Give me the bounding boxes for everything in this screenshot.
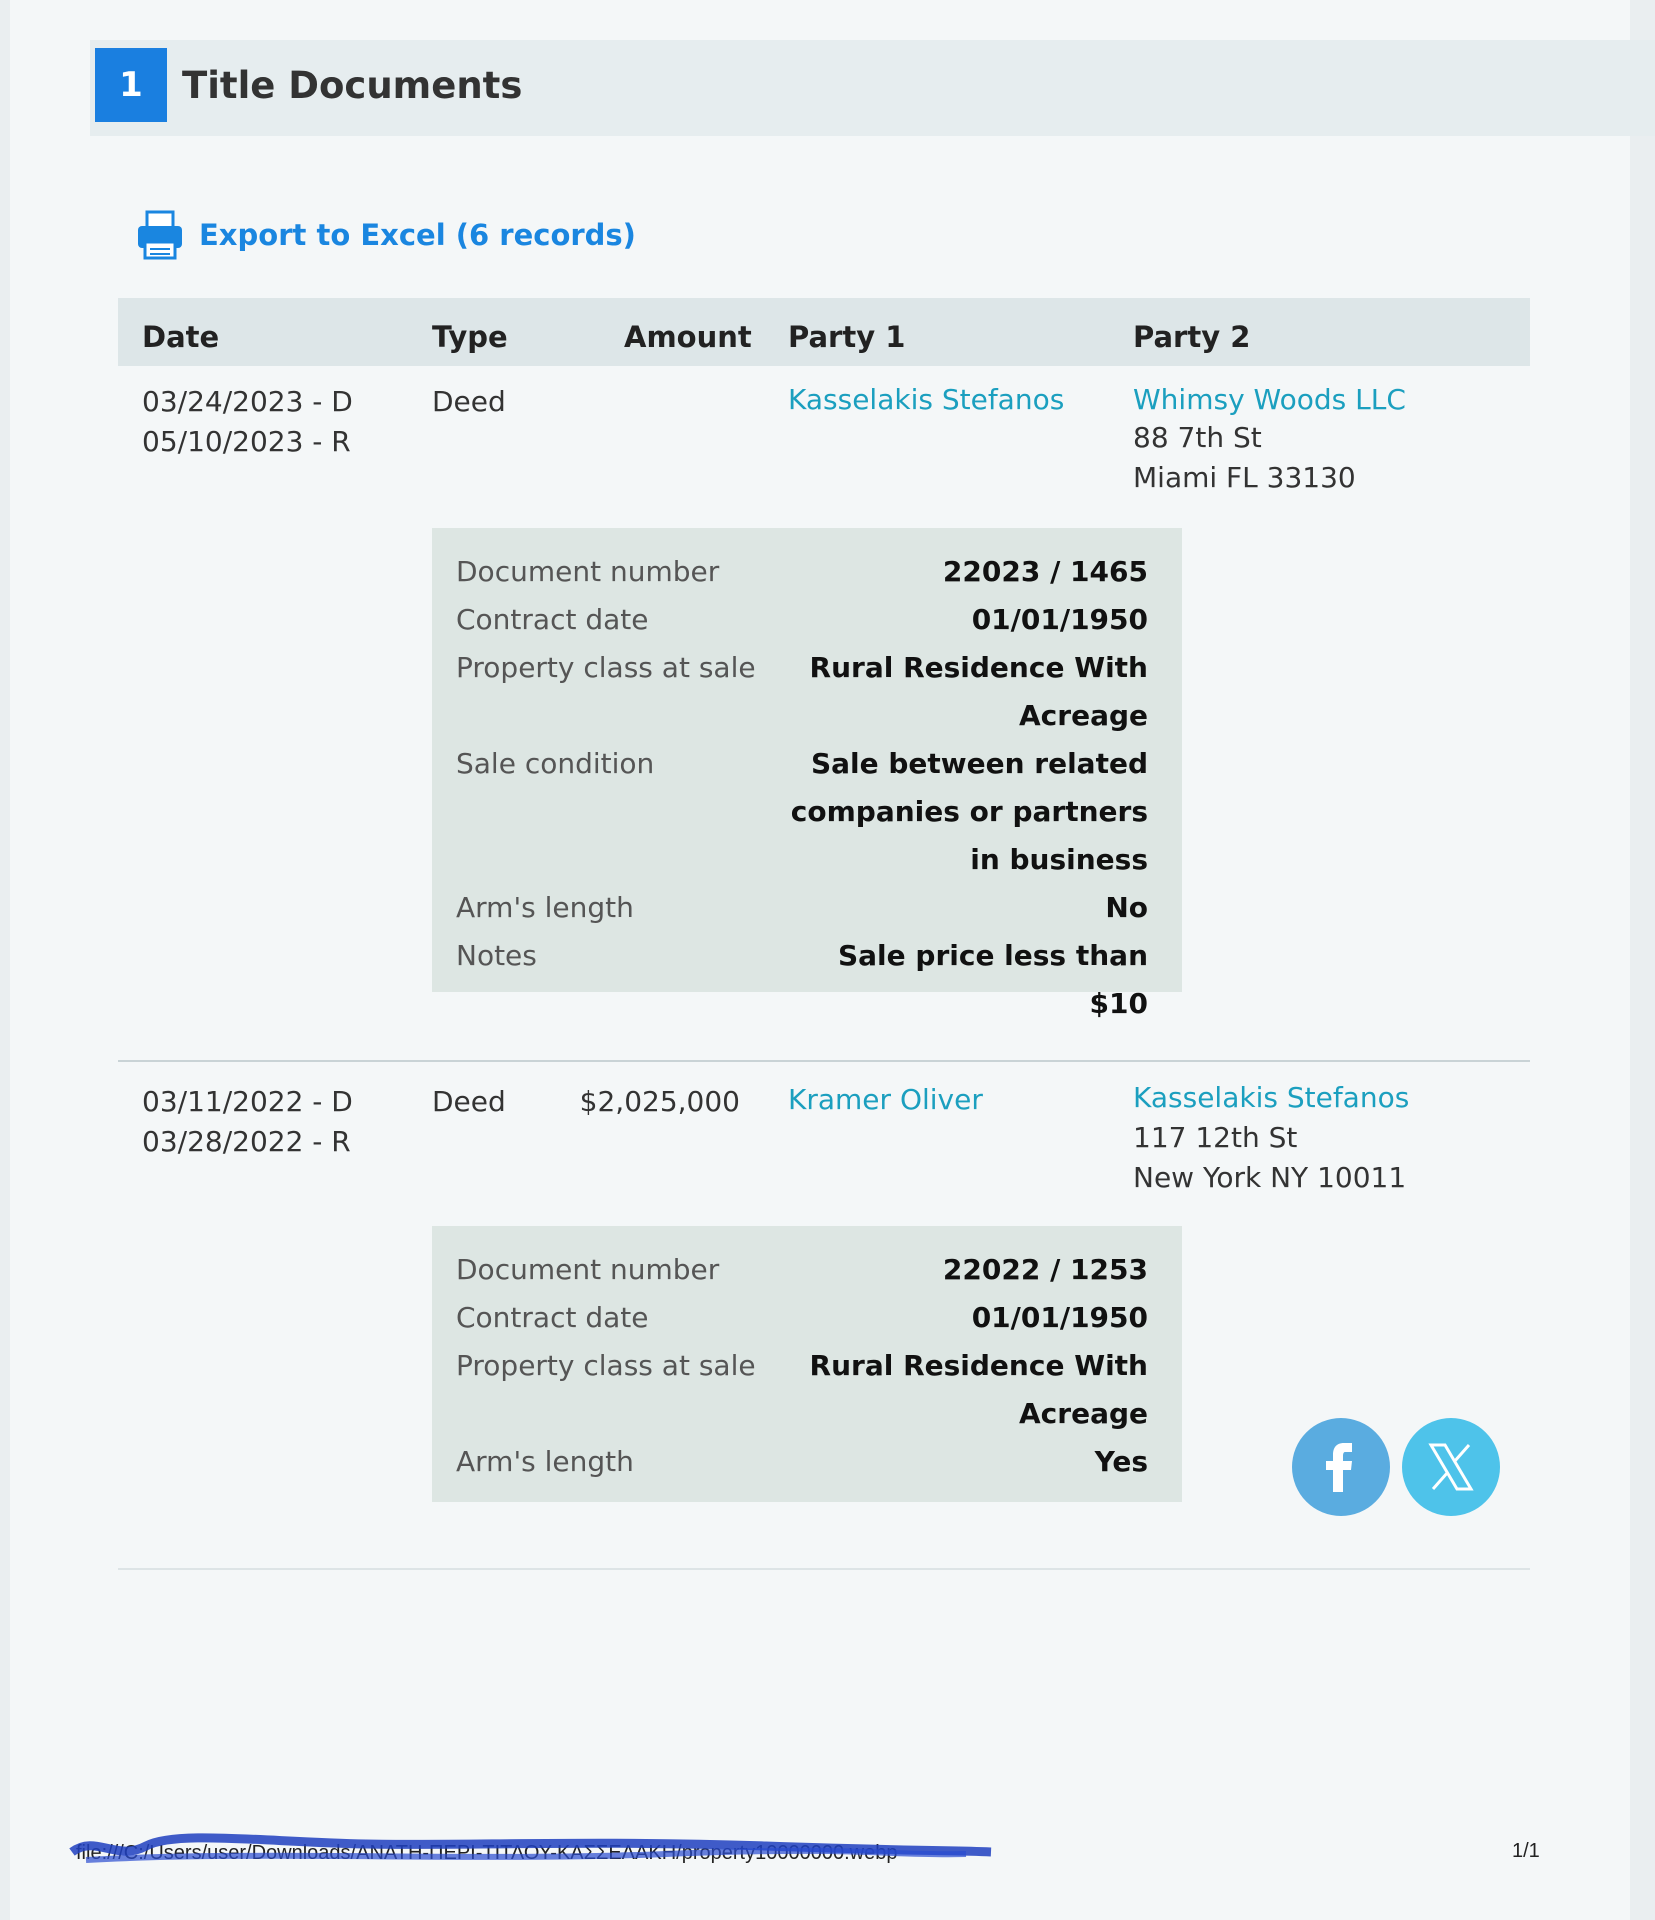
detail-row	[456, 740, 1148, 884]
detail-value: 22023 / 1465	[942, 555, 1148, 588]
detail-label: Sale condition	[456, 747, 655, 780]
record-date-deed: 03/11/2022 - D	[142, 1085, 353, 1118]
printer-excel-icon	[135, 208, 187, 262]
record-divider	[118, 1060, 1530, 1062]
party2-link[interactable]: Kasselakis Stefanos	[1133, 1081, 1410, 1114]
detail-value: 01/01/1950	[971, 603, 1148, 636]
detail-value: Yes	[1094, 1445, 1148, 1478]
detail-row	[456, 1342, 1148, 1438]
record-amount: $2,025,000	[579, 1085, 740, 1118]
detail-row	[456, 932, 1148, 1028]
section-title: Title Documents	[182, 64, 523, 107]
detail-row	[456, 1294, 1148, 1342]
facebook-share-button[interactable]	[1292, 1418, 1390, 1516]
detail-row	[456, 1438, 1148, 1486]
detail-label: Property class at sale	[456, 651, 756, 684]
x-icon	[1425, 1441, 1477, 1493]
column-header-party2: Party 2	[1133, 320, 1251, 354]
detail-row	[456, 884, 1148, 932]
facebook-icon	[1321, 1442, 1361, 1492]
detail-value: Rural Residence With Acreage	[809, 1349, 1148, 1430]
column-header-party1: Party 1	[788, 320, 906, 354]
record-details-panel	[432, 528, 1182, 1020]
detail-label: Property class at sale	[456, 1349, 756, 1382]
party1-link[interactable]: Kasselakis Stefanos	[788, 383, 1065, 416]
export-label: Export to Excel (6 records)	[199, 218, 636, 252]
party2-address-line2: Miami FL 33130	[1133, 461, 1356, 494]
x-share-button[interactable]	[1402, 1418, 1500, 1516]
record-type: Deed	[432, 385, 506, 418]
detail-row	[456, 596, 1148, 644]
detail-row	[456, 1246, 1148, 1294]
record-date-recorded: 03/28/2022 - R	[142, 1125, 351, 1158]
column-header-amount: Amount	[624, 320, 752, 354]
detail-label: Document number	[456, 1253, 720, 1286]
detail-label: Document number	[456, 555, 720, 588]
record-date-recorded: 05/10/2023 - R	[142, 425, 351, 458]
detail-label: Arm's length	[456, 1445, 634, 1478]
party2-address-line2: New York NY 10011	[1133, 1161, 1407, 1194]
record-details-panel	[432, 1226, 1182, 1502]
section-bottom-divider	[118, 1568, 1530, 1570]
page-number: 1/1	[1512, 1840, 1540, 1862]
detail-label: Arm's length	[456, 891, 634, 924]
column-header-type: Type	[432, 320, 508, 354]
record-type: Deed	[432, 1085, 506, 1118]
party2-address-line1: 117 12th St	[1133, 1121, 1298, 1154]
detail-value: Sale between related companies or partners in business	[790, 747, 1148, 876]
detail-row	[456, 644, 1148, 740]
detail-value: No	[1105, 891, 1148, 924]
export-to-excel-link[interactable]	[135, 208, 636, 262]
file-path: file:///C:/Users/user/Downloads/ANATH-ΠΕΡΙ-ΤΙΤΛΟΥ-KAΣΣΕΛΑΚΗ/property10000000.webp	[76, 1842, 898, 1864]
party1-link[interactable]: Kramer Oliver	[788, 1083, 983, 1116]
column-header-date: Date	[142, 320, 220, 354]
detail-label: Contract date	[456, 603, 649, 636]
detail-value: 22022 / 1253	[942, 1253, 1148, 1286]
detail-value: Sale price less than $10	[838, 939, 1148, 1020]
party2-address-line1: 88 7th St	[1133, 421, 1262, 454]
party2-link[interactable]: Whimsy Woods LLC	[1133, 383, 1406, 416]
redaction-scribble	[66, 1832, 996, 1870]
detail-label: Notes	[456, 939, 537, 972]
detail-label: Contract date	[456, 1301, 649, 1334]
detail-value: 01/01/1950	[971, 1301, 1148, 1334]
detail-row	[456, 548, 1148, 596]
record-date-deed: 03/24/2023 - D	[142, 385, 353, 418]
detail-value: Rural Residence With Acreage	[809, 651, 1148, 732]
section-number-badge: 1	[95, 48, 167, 122]
